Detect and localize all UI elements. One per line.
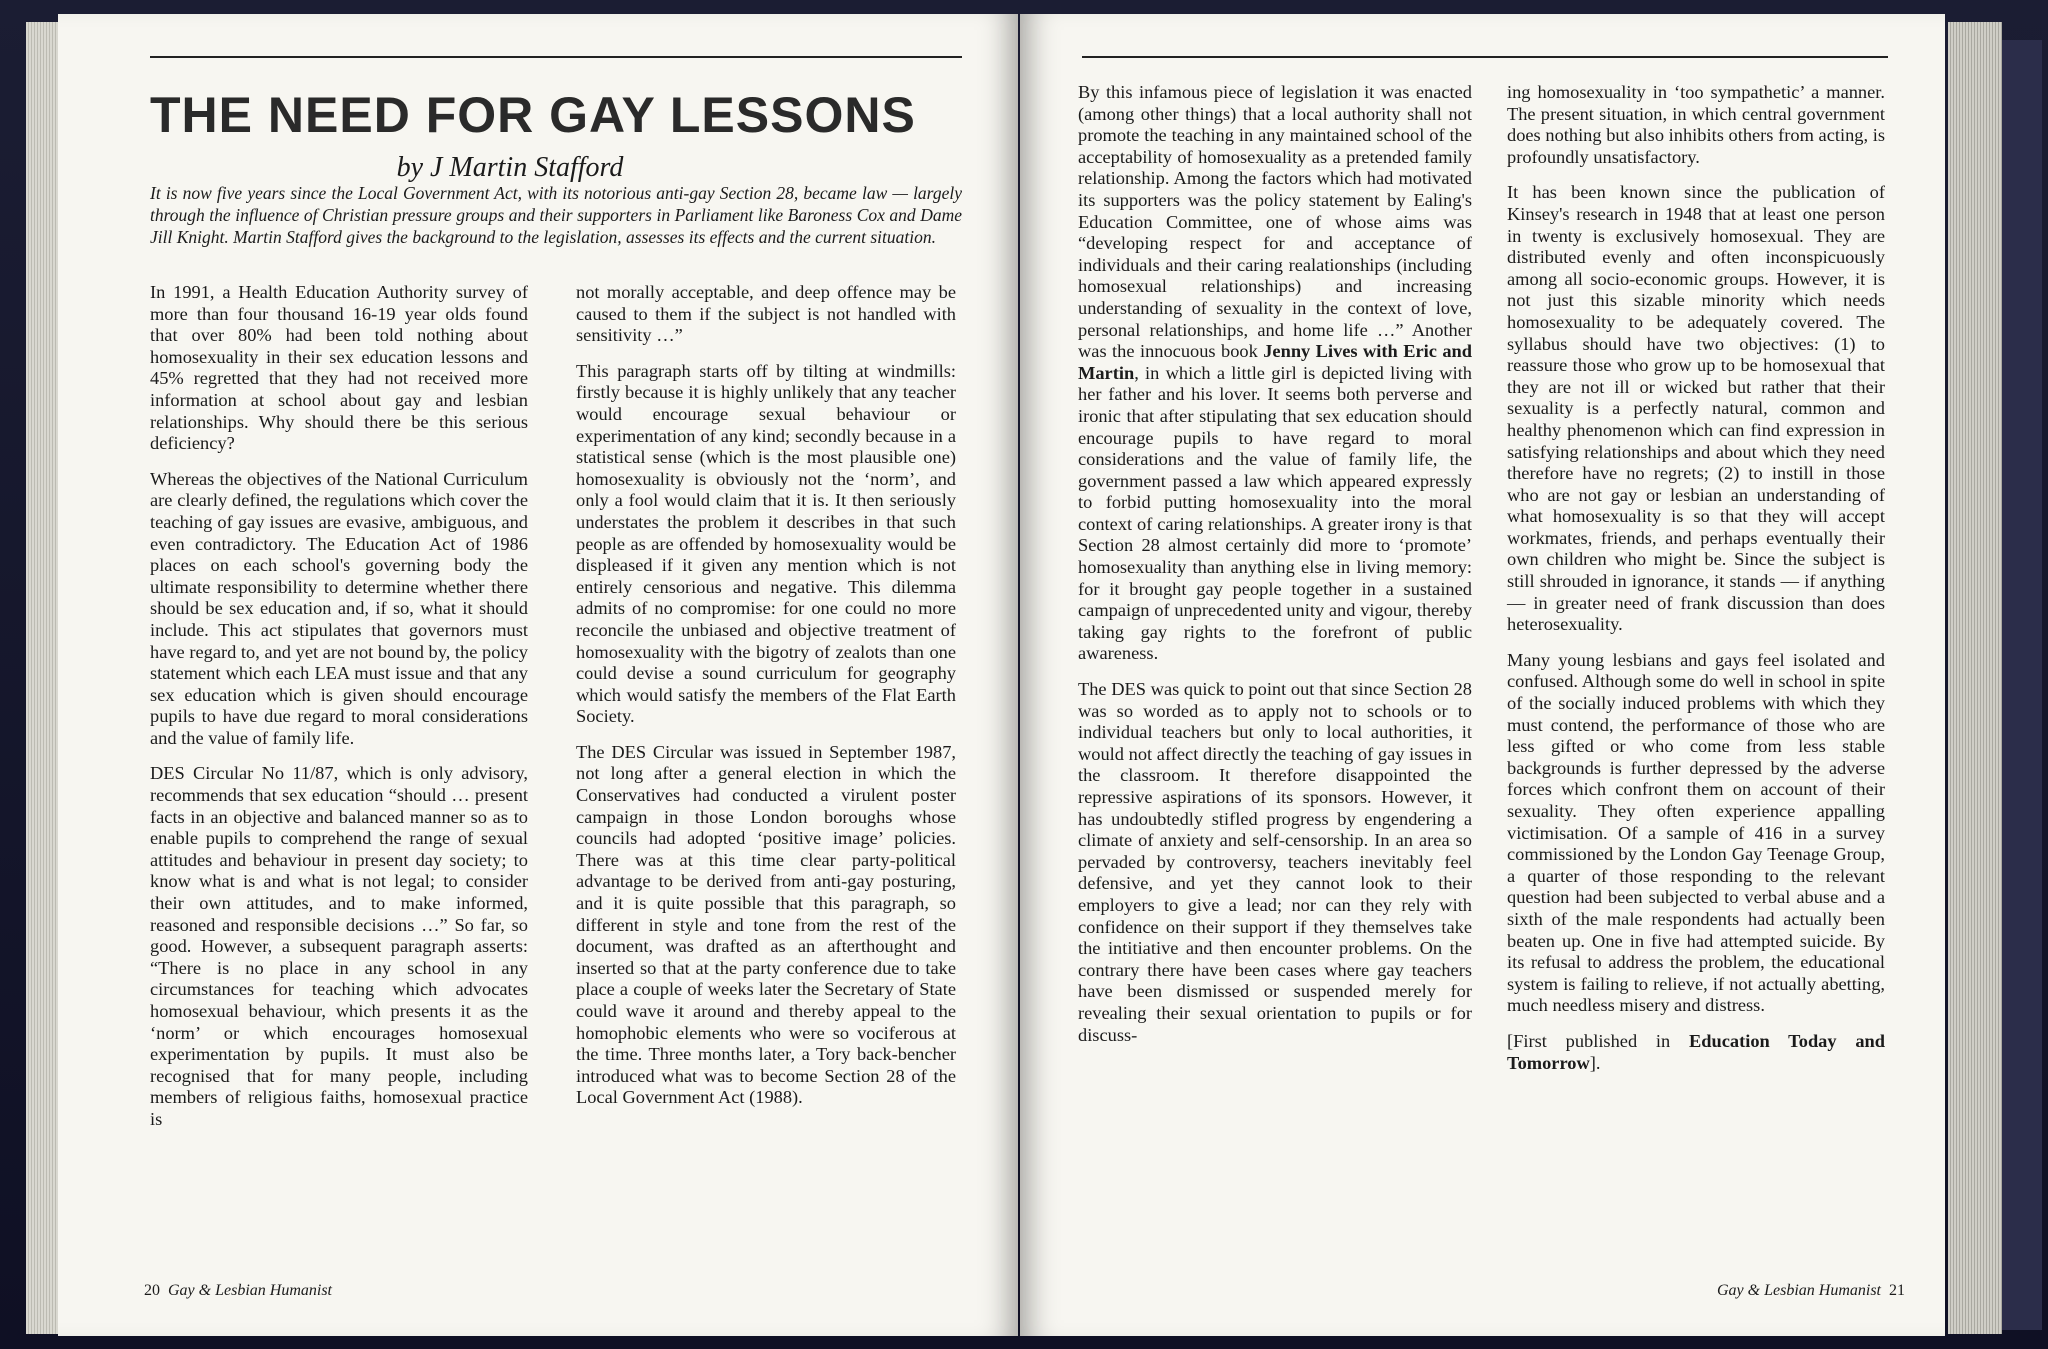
paragraph: Whereas the objectives of the National Curriculum are clearly defined, the regulations which cover the teaching of gay issues are evasive, ambiguous, and even contradictory. The Education Act of 1986 places on each school's governing body the ultimate responsibility to determine whether there should be sex education and, if so, what it should include. This act stipulates that governors must have regard to, and yet are not bound by, the policy statement which each LEA must issue and that any sex education which is given should encourage pupils to have due regard to moral considerations and the value of family life. <box>150 468 528 748</box>
byline: by J Martin Stafford <box>396 152 624 183</box>
magazine-name: Gay & Lesbian Humanist <box>1717 1282 1881 1299</box>
top-rule <box>1082 56 1888 58</box>
page-edges-right <box>1948 22 2002 1334</box>
paragraph: not morally acceptable, and deep offence may be caused to them if the subject is not handled with sensitivity …” <box>576 282 956 346</box>
footer-left <box>144 1282 332 1300</box>
paragraph: Many young lesbians and gays feel isolated and confused. Although some do well in school in spite of the socially induced problems with which they must contend, the performance of those who are less gifted or who come from less stable backgrounds is further depressed by the adverse forces which confront them on account of their sexuality. They often experience appalling victimisation. Of a sample of 416 in a survey commissioned by the London Gay Teenage Group, a quarter of those responding to the relevant question had been subjected to verbal abuse and a sixth of the male respondents had actually been beaten up. One in five had attempted suicide. By its refusal to address the problem, the educational system is failing to relieve, if not actually abetting, much needless misery and distress. <box>1507 649 1885 1016</box>
standfirst: It is now five years since the Local Government Act, with its notorious anti-gay Section 28, became law — largely through the influence of Christian pressure groups and their supporters in Parliament like Baroness Cox and Dame Jill Knight. Martin Stafford gives the background to the legislation, assesses its effects and the current situation. <box>150 183 962 247</box>
magazine-name: Gay & Lesbian Humanist <box>168 1282 332 1299</box>
article-title: THE NEED FOR GAY LESSONS <box>150 87 916 143</box>
column-4 <box>1507 82 1885 1088</box>
paragraph: ing homosexuality in ‘too sympathetic’ a manner. The present situation, in which central government does nothing but also inhibits others from acting, is profoundly unsatisfactory. <box>1507 82 1885 167</box>
paragraph: By this infamous piece of legislation it was enacted (among other things) that a local authority shall not promote the teaching in any maintained school of the acceptability of homosexuality as a pretended family relationship. Among the factors which had motivated its supporters was the policy statement by Ealing's Education Committee, one of whose aims was “developing respect for and acceptance of individuals and their caring realationships (including homosexual relationships) and increasing understanding of sexuality in the context of love, personal relationships, and home life …” Another was the innocuous book Jenny Lives with Eric and Martin, in which a little girl is depicted living with her father and his lover. It seems both perverse and ironic that after stipulating that sex education should encourage pupils to have regard to moral considerations and the value of family life, the government passed a law which appeared expressly to forbid putting homosexuality into the moral context of caring relationships. A greater irony is that Section 28 almost certainly did more to ‘promote’ homosexuality than anything else in living memory: for it brought gay people together in a sustained campaign of unprecedented unity and vigour, thereby taking gay rights to the forefront of public awareness. <box>1078 82 1473 664</box>
column-2 <box>576 282 956 1123</box>
paragraph: This paragraph starts off by tilting at windmills: firstly because it is highly unlikely that any teacher would encourage sexual behaviour or experimentation of any kind; secondly because in a statistical sense (which is the most plausible one) homosexuality is obviously not the ‘norm’, and only a fool would claim that it is. It then seriously understates the problem it describes in that such people as are offended by homosexuality would be displeased if it given any mention which is not entirely censorious and negative. This dilemma admits of no compromise: for one could no more reconcile the unbiased and objective treatment of homosexuality with the bigotry of zealots than one could devise a sound curriculum for geography which would satisfy the members of the Flat Earth Society. <box>576 360 956 727</box>
column-3 <box>1078 82 1472 1060</box>
credit-note: [First published in Education Today and Tomorrow]. <box>1507 1030 1885 1073</box>
column-1 <box>150 282 528 1145</box>
page-21 <box>1020 14 1945 1336</box>
paragraph: It has been known since the publication of Kinsey's research in 1948 that at least one person in twenty is exclusively homosexual. They are distributed evenly and often inconspicuously among all socio-economic groups. However, it is not just this sizable minority which needs homosexuality to be adequately covered. The syllabus should have two objectives: (1) to reassure those who grow up to be homosexual that they are not ill or wicked but rather that their sexuality is a perfectly natural, common and healthy phenomenon which can find expression in satisfying relationships and about which they need therefore have no regrets; (2) to instill in those who are not gay or lesbian an understanding of what homosexuality is so that they will accept workmates, friends, and perhaps eventually their own children who might be. Since the subject is still shrouded in ignorance, it stands — if anything — in greater need of frank discussion than does heterosexuality. <box>1507 182 1885 635</box>
publication-name: Education Today and Tomorrow <box>1507 1030 1885 1073</box>
paragraph: DES Circular No 11/87, which is only advisory, recommends that sex education “should … present facts in an objective and balanced manner so as to enable pupils to comprehend the range of sexual attitudes and behaviour in present day society; to know what is and what is not legal; to consider their own attitudes, and to make informed, reasoned and responsible decisions …” So far, so good. However, a subsequent paragraph asserts: “There is no place in any school in any circumstances for teaching which advocates homosexual behaviour, which presents it as the ‘norm’ or which encourages homosexual experimentation by pupils. It must also be recognised that for many people, including members of religious faiths, homosexual practice is <box>150 763 528 1129</box>
paragraph: The DES Circular was issued in September 1987, not long after a general election in which the Conservatives had conducted a virulent poster campaign in those London boroughs whose councils had adopted ‘positive image’ policies. There was at this time clear party-political advantage to be derived from anti-gay posturing, and it is quite possible that this paragraph, so different in style and tone from the rest of the document, was drafted as an afterthought and inserted so that at the party conference due to take place a couple of weeks later the Secretary of State could wave it around and thereby appeal to the homophobic elements who were so vociferous at the time. Three months later, a Tory back-bencher introduced what was to become Section 28 of the Local Government Act (1988). <box>576 741 956 1108</box>
book-title: Jenny Lives with Eric and Martin <box>1078 341 1473 383</box>
page-number: 21 <box>1889 1282 1905 1299</box>
paragraph: In 1991, a Health Education Authority survey of more than four thousand 16-19 year olds found that over 80% had been told nothing about homosexuality in their sex education lessons and 45% regretted that they had not received more information at school about gay and lesbian relationships. Why should there be this serious deficiency? <box>150 282 528 454</box>
top-rule <box>150 56 962 58</box>
page-number: 20 <box>144 1282 160 1299</box>
paragraph: The DES was quick to point out that since Section 28 was so worded as to apply not to schools or to individual teachers but only to local authorities, it would not affect directly the teaching of gay issues in the classroom. It therefore disappointed the repressive aspirations of its sponsors. However, it has undoubtedly stifled progress by engendering a climate of anxiety and self-censorship. In an area so pervaded by controversy, teachers inevitably feel defensive, and yet they cannot look to their employers to give a lead; nor can they rely with confidence on their support if they themselves take the intitiative and then encounter problems. On the contrary there have been cases where gay teachers have been dismissed or suspended merely for revealing their sexual orientation to pupils or for discuss- <box>1078 679 1472 1045</box>
page-20 <box>58 14 1018 1336</box>
footer-right <box>1717 1282 1905 1300</box>
